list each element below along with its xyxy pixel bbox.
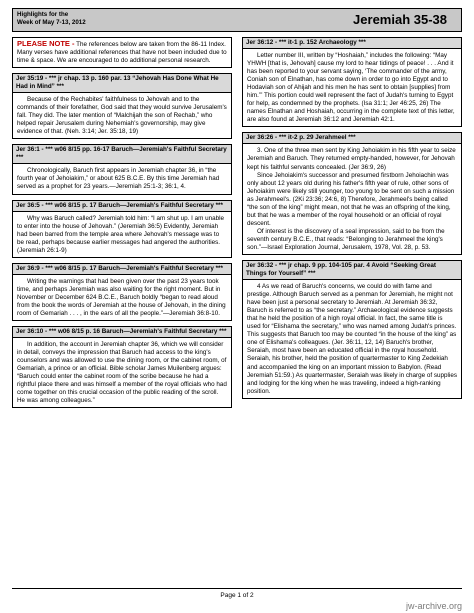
reference-text: Since Jehoiakim's successor and presumed firstborn Jehoiachin was only about 12 years old during his father's fifth year of rule, other sons of Jehoiakim were likely still younger, too young to be sent on such a mission as Jerahmeel's. (2Ki 23:36; 24:6, 8) Therefore, Jerahmeel's being called “the son of the king” might mean, not that he was an offspring of the king, but that he was a member of the royal household or an official of royal descent. [247,171,455,227]
reference-heading: Jer 36:12 - *** it-1 p. 152 Archaeology *** [243,38,461,49]
reference-text: Writing the warnings that had been given over the past 23 years took time, and perhaps Jeremiah was also waiting for the right moment. But in November or December 624 B.C.E., Baruch boldly “began to read aloud from the book the words of Jeremiah at the house of Jehovah, in the dining room of Gemariah . . . , in the ears of all the people.”—Jeremiah 36:8-10. [17,277,226,317]
reference-box [242,132,462,255]
reference-text: 4 As we read of Baruch's concerns, we could do with fame and prestige. Although Baruch served as a penman for Jeremiah, he might not have been just a personal secretary to Jeremiah. At Jeremiah 36:32, Baruch is referred to as “the secretary.” Archaeological evidence suggests that he held the position of a high royal official. In fact, the same title is used for “Elishama the secretary,” who was named among Judah's princes. This suggests that Baruch too may be counted “in the house of the king” as one of Elishama's colleagues. (Jer. 36:11, 12, 14) Baruch's brother, Seraiah, most have been an educated official in the royal household. Seraiah, his brother, held the position of quartermaster to King Zedekiah and accompanied the king on an important mission to Babylon. (Read Jeremiah 51:59.) As quartermaster, Seraiah was likely in charge of supplies and lodging for the king when he was traveling, indeed a high-ranking position. [247,283,458,395]
header-line-2: Week of May 7-13, 2012 [17,19,86,26]
watermark: jw-archive.org [405,601,462,611]
reference-box [12,326,232,408]
header-week [17,11,86,27]
reference-heading: Jer 36:26 - *** it-2 p. 29 Jerahmeel *** [243,133,461,144]
reference-heading: Jer 36:1 - *** w06 8/15 pp. 16-17 Baruch—Jeremiah's Faithful Secretary *** [13,145,231,164]
reference-text: 3. One of the three men sent by King Jehoiakim in his fifth year to seize Jeremiah and Baruch. They returned empty-handed, however, for Jehovah kept his faithful servants concealed. (Jer 36:9, 26) [247,147,456,171]
reference-text: Why was Baruch called? Jeremiah told him: “I am shut up. I am unable to enter into the house of Jehovah.” (Jeremiah 36:5) Evidently, Jeremiah had been barred from the temple area where Jehovah's message was to be read, perhaps because earlier messages had angered the authorities. (Jeremiah 26:1-9) [17,214,225,254]
document-page [12,8,462,611]
reference-heading: Jer 35:19 - *** jr chap. 13 p. 160 par. 13 “Jehovah Has Done What He Had in Mind” *** [13,74,231,93]
reference-box [12,73,232,139]
reference-heading: Jer 36:32 - *** jr chap. 9 pp. 104-105 par. 4 Avoid “Seeking Great Things for Yourself” *** [243,261,461,280]
reference-box [242,37,462,127]
page-number: Page 1 of 2 [220,592,254,599]
reference-box [12,263,232,321]
reference-heading: Jer 36:5 - *** w06 8/15 p. 17 Baruch—Jeremiah's Faithful Secretary *** [13,201,231,212]
left-column [12,37,232,413]
header-line-1: Highlights for the [17,11,69,18]
reference-text: Chronologically, Baruch first appears in Jeremiah chapter 36, in “the fourth year of Jehoiakim,” or about 625 B.C.E. By this time Jeremiah had served as a prophet for 23 years.—Jeremiah 25:1-3; 36:1, 4. [17,167,220,191]
note-label: PLEASE NOTE - [17,39,75,48]
reference-text: Of interest is the discovery of a seal impression, said to be from the seventh century B.C.E., that reads: “Belonging to Jerahmeel the king's son.”—Israel Exploration Journal, Jerusalem, 1978, Vol. 28, p. 53. [247,227,445,251]
reference-text: Letter number III, written by “Hoshaiah,” includes the following: “May YHWH [that is, Jehovah] cause my lord to hear tidings of peace! . . . And it has been reported to your servant saying, ‘The commander of the army, Coniah son of Elnathan, has come down in order to go into Egypt and to Hodaviah son of Ahijah and his men he has sent to obtain [supplies] from him.’” This portion could well represent the fact of Judah's turning to Egypt for help, as condemned by the prophets. (Isa 31:1; Jer 46:25, 26) The names Elnathan and Hoshaiah, occurring in the complete text of this letter, are also found at Jeremiah 36:12 and Jeremiah 42:1. [247,52,455,124]
reference-heading: Jer 36:10 - *** w06 8/15 p. 16 Baruch—Jeremiah's Faithful Secretary *** [13,327,231,338]
reference-box [242,260,462,399]
reference-box [12,200,232,258]
note-box [12,37,232,68]
reference-text: In addition, the account in Jeremiah chapter 36, which we will consider in detail, conveys the impression that Baruch had access to the king's counselors and was allowed to use the dining room, or the cabinet room, of Gemariah, a prince or an official. Bible scholar James Muilenberg argues: “Baruch could enter the cabinet room of the scribe because he had a rightful place there and was himself a member of the royal officials who had come together on this crucial occasion of the public reading of the scroll. He was among colleagues.” [17,340,227,405]
note-text: The references below are taken from the 86-11 Index. Many verses have additional references that have not been included due to time & space. We are encouraged to do additional personal research. [17,41,227,65]
page-title: Jeremiah 35-38 [353,12,447,27]
reference-heading: Jer 36:9 - *** w06 8/15 p. 17 Baruch—Jeremiah's Faithful Secretary *** [13,264,231,275]
footer-divider [12,588,462,589]
page-header [12,8,462,32]
right-column [242,37,462,404]
reference-box [12,144,232,194]
reference-text: Because of the Rechabites' faithfulness to Jehovah and to the commands of their forefather, God said that they would survive Jerusalem's fall. They did. The later mention of “Malchijah the son of Rechab,” who helped repair Jerusalem during Nehemiah's governorship, may give evidence of that. (Neh. 3:14; Jer. 35:18, 19) [17,96,227,136]
